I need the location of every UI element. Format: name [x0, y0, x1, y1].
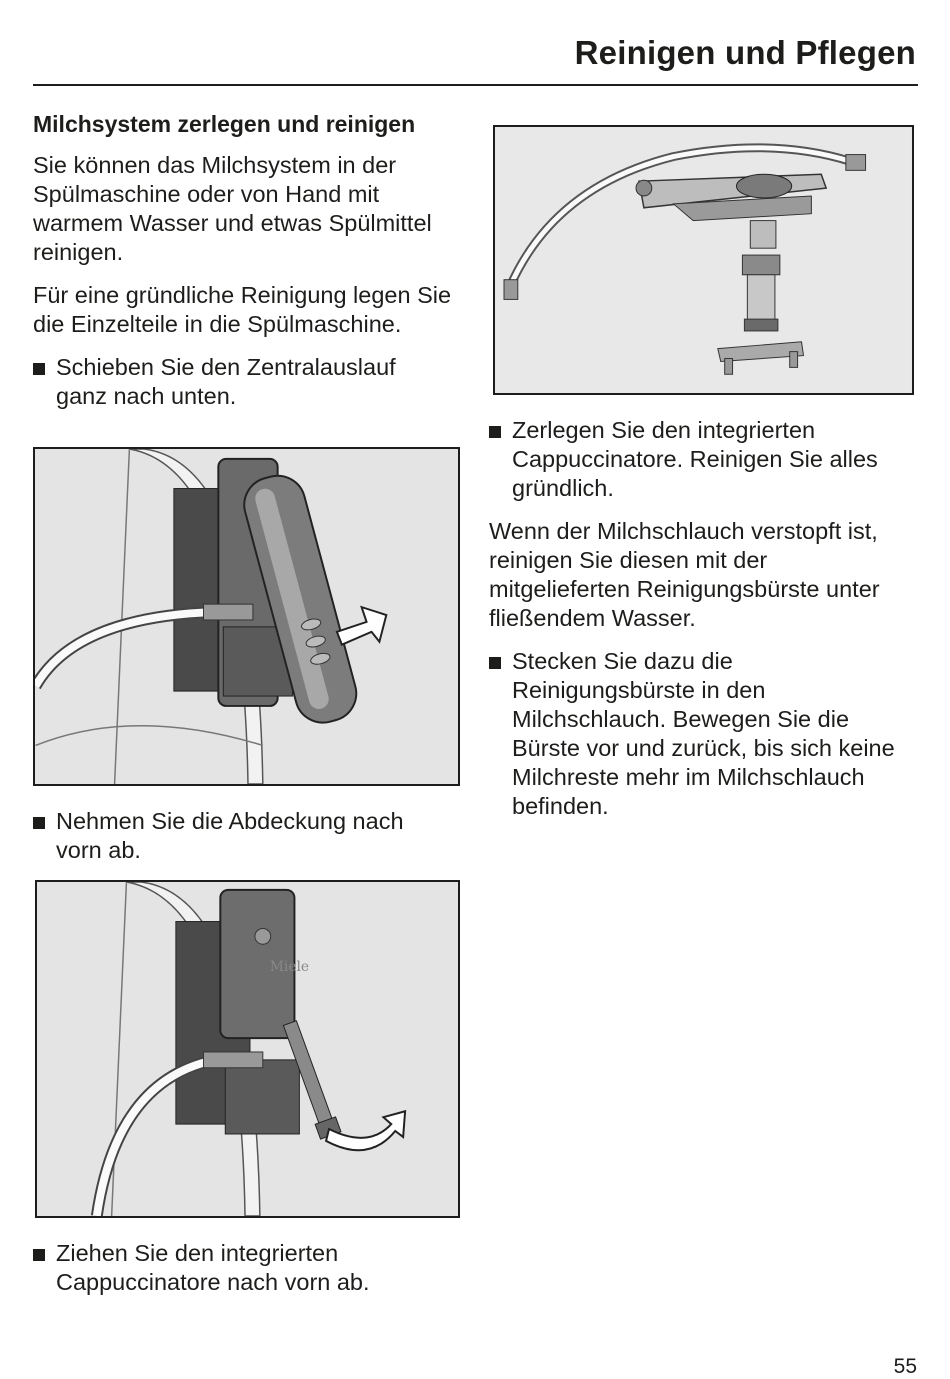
figure-cappuccinatore-parts: [493, 125, 914, 395]
step-text: Nehmen Sie die Abdeckung nach vorn ab.: [56, 808, 404, 863]
step-block-3: [33, 1239, 453, 1311]
page-header-title: Reinigen und Pflegen: [574, 34, 916, 71]
square-bullet-icon: [33, 1249, 45, 1261]
step-text: Ziehen Sie den integrierten Cappuccinatore nach vorn ab.: [56, 1240, 370, 1295]
step-text: Stecken Sie dazu die Reinigungsbürste in den Milchschlauch. Bewegen Sie die Bürste vor und zurück, bis sich keine Milchreste mehr im Milchschlauch befinden.: [512, 648, 895, 819]
step-item: [33, 807, 453, 865]
step-item: [33, 1239, 453, 1297]
square-bullet-icon: [489, 657, 501, 669]
figure-remove-cover: [35, 880, 460, 1218]
page-number: 55: [893, 1355, 917, 1378]
hose-paragraph: Wenn der Milchschlauch verstopft ist, reinigen Sie diesen mit der mitgelieferten Reinigungsbürste unter fließendem Wasser.: [489, 518, 880, 631]
intro-paragraph-1: Sie können das Milchsystem in der Spülmaschine oder von Hand mit warmem Wasser und etwas Spülmittel reinigen.: [33, 152, 432, 265]
step-text: Zerlegen Sie den integrierten Cappuccinatore. Reinigen Sie alles gründlich.: [512, 417, 878, 501]
remove-cover-illustration: [37, 882, 458, 1216]
step-item: [489, 647, 912, 821]
square-bullet-icon: [33, 363, 45, 375]
figure-central-spout: [33, 447, 460, 786]
left-column: [33, 110, 453, 425]
section-heading: Milchsystem zerlegen und reinigen: [33, 111, 416, 137]
step-block-2: [33, 807, 453, 879]
intro-paragraph-2: Für eine gründliche Reinigung legen Sie die Einzelteile in die Spülmaschine.: [33, 282, 452, 337]
central-spout-illustration: [35, 449, 458, 784]
step-text: Schieben Sie den Zentralauslauf ganz nach unten.: [56, 354, 396, 409]
right-column: [489, 416, 909, 835]
cappuccinatore-parts-illustration: [495, 127, 912, 393]
miele-logo-text: Miele: [269, 958, 310, 975]
header-divider: [33, 84, 918, 86]
square-bullet-icon: [489, 426, 501, 438]
step-item: [489, 416, 912, 503]
step-item: [33, 353, 416, 411]
square-bullet-icon: [33, 817, 45, 829]
